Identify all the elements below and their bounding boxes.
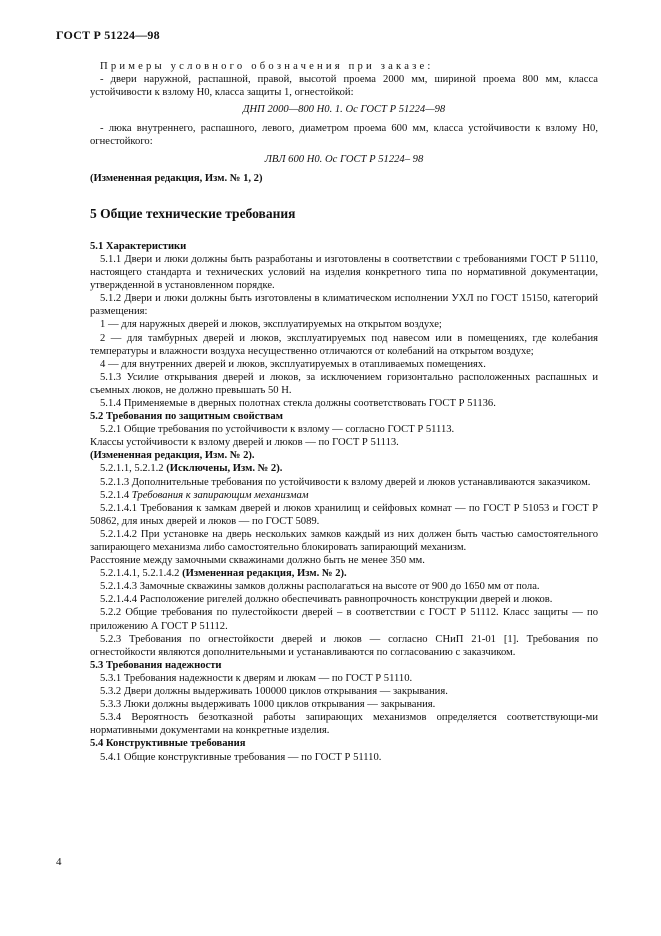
clause-5-1-4: 5.1.4 Применяемые в дверных полотнах стекла должны соответствовать ГОСТ Р 51136. xyxy=(100,397,496,409)
document-body xyxy=(90,60,598,764)
excluded-note: (Исключены, Изм. № 2). xyxy=(166,463,283,475)
category-1: 1 — для наружных дверей и люков, эксплуатируемых на открытом воздухе; xyxy=(100,319,442,331)
example-2-code: ЛВЛ 600 Н0. Ос ГОСТ Р 51224– 98 xyxy=(264,153,424,165)
clause-5-2-1-1-2 xyxy=(90,462,598,475)
clause-5-4-1: 5.4.1 Общие конструктивные требования — по ГОСТ Р 51110. xyxy=(100,751,382,763)
clause-5-2-1-4-1: 5.2.1.4.1 Требования к замкам дверей и люков хранилищ и сейфовых комнат — по ГОСТ Р 51053 и ГОСТ Р 50862, для иных дверей и люков — по ГОСТ 5089. xyxy=(90,502,598,527)
clause-5-3-3: 5.3.3 Люки должны выдерживать 1000 циклов открывания — закрывания. xyxy=(100,699,436,711)
clause-5-2-2: 5.2.2 Общие требования по пулестойкости дверей – в соответствии с ГОСТ Р 51112. Класс защиты — по приложению А ГОСТ Р 51112. xyxy=(90,607,598,632)
revision-note: (Измененная редакция, Изм. № 2). xyxy=(182,568,347,580)
clause-5-1-3: 5.1.3 Усилие открывания дверей и люков, за исключением горизонтально расположенных распашных и съемных люков, не должно превышать 50 Н. xyxy=(90,371,598,396)
example-1-text: - двери наружной, распашной, правой, высотой проема 2000 мм, шириной проема 800 мм, класса устойчивости к взлому Н0, класса защиты 1, огнестойкой: xyxy=(90,74,598,99)
clause-number: 5.2.1.4 xyxy=(100,489,130,501)
clause-title: Требования к запирающим механизмам xyxy=(131,489,309,501)
example-1-code: ДНП 2000—800 Н0. 1. Ос ГОСТ Р 51224—98 xyxy=(242,104,446,116)
clause-5-3-1: 5.3.1 Требования надежности к дверям и люкам — по ГОСТ Р 51110. xyxy=(100,672,413,684)
example-2-text: - люка внутреннего, распашного, левого, диаметром проема 600 мм, класса устойчивости к взлому Н0, огнестойкого: xyxy=(90,123,598,148)
category-2: 2 — для тамбурных дверей и люков, эксплуатируемых под навесом или в помещениях, где колебания температуры и влажности воздуха несущественно отличаются от колебаний на открытом воздухе; xyxy=(90,332,598,357)
page-number: 4 xyxy=(56,856,62,868)
clause-5-3-2: 5.3.2 Двери должны выдерживать 100000 циклов открывания — закрывания. xyxy=(100,686,448,698)
clause-5-2-1-3: 5.2.1.3 Дополнительные требования по устойчивости к взлому дверей и люков устанавливаются заказчиком. xyxy=(100,476,591,488)
revision-note-2: (Измененная редакция, Изм. № 2). xyxy=(90,450,255,462)
category-4: 4 — для внутренних дверей и люков, эксплуатируемых в отапливаемых помещениях. xyxy=(100,358,486,370)
clause-5-1-1: 5.1.1 Двери и люки должны быть разработаны и изготовлены в соответствии с требованиями ГОСТ Р 51110, настоящего стандарта и технических условий на изделия конкретного типа по нормативной документации, утвержденной в установленном порядке. xyxy=(90,253,598,292)
clause-5-1-2: 5.1.2 Двери и люки должны быть изготовлены в климатическом исполнении УХЛ по ГОСТ 15150, категорий размещения: xyxy=(90,293,598,318)
subsection-5-4-title: 5.4 Конструктивные требования xyxy=(90,738,246,750)
revision-note-1: (Измененная редакция, Изм. № 1, 2) xyxy=(90,172,263,184)
document-header: ГОСТ Р 51224—98 xyxy=(56,28,160,42)
examples-title: Примеры условного обозначения при заказе: xyxy=(100,61,434,72)
clause-number: 5.2.1.4.1, 5.2.1.4.2 xyxy=(100,568,180,580)
clause-5-2-3: 5.2.3 Требования по огнестойкости дверей и люков — согласно СНиП 21-01 [1]. Требования по огнестойкости являются дополнительными и устанавливаются по согласованию с заказчиком. xyxy=(90,633,598,658)
clause-5-2-1-4 xyxy=(90,489,598,502)
clause-number: 5.2.1.1, 5.2.1.2 xyxy=(100,463,164,475)
subsection-5-2-title: 5.2 Требования по защитным свойствам xyxy=(90,411,283,423)
clause-5-3-4: 5.3.4 Вероятность безотказной работы запирающих механизмов определяется соответствующи-ми нормативными документами на конкретные изделия. xyxy=(90,712,598,737)
clause-5-2-1-4-2: 5.2.1.4.2 При установке на дверь нескольких замков каждый из них должен быть частью самостоятельного запирающего механизма либо самостоятельно блокировать запирающий механизм. xyxy=(90,528,598,553)
clause-5-2-1-4-3: 5.2.1.4.3 Замочные скважины замков должны располагаться на высоте от 900 до 1650 мм от пола. xyxy=(100,581,540,593)
keyhole-distance: Расстояние между замочными скважинами должно быть не менее 350 мм. xyxy=(90,555,425,567)
clause-5-2-1-4-4: 5.2.1.4.4 Расположение ригелей должно обеспечивать равнопрочность конструкции дверей и люков. xyxy=(100,594,553,606)
clause-5-2-1-4-1-2-revision xyxy=(90,567,598,580)
section-5-title: 5 Общие технические требования xyxy=(90,205,296,221)
clause-5-2-1: 5.2.1 Общие требования по устойчивости к взлому — согласно ГОСТ Р 51113. xyxy=(100,424,455,436)
clause-5-2-1-classes: Классы устойчивости к взлому дверей и люков — по ГОСТ Р 51113. xyxy=(90,437,399,449)
subsection-5-1-title: 5.1 Характеристики xyxy=(90,240,187,252)
subsection-5-3-title: 5.3 Требования надежности xyxy=(90,659,222,671)
